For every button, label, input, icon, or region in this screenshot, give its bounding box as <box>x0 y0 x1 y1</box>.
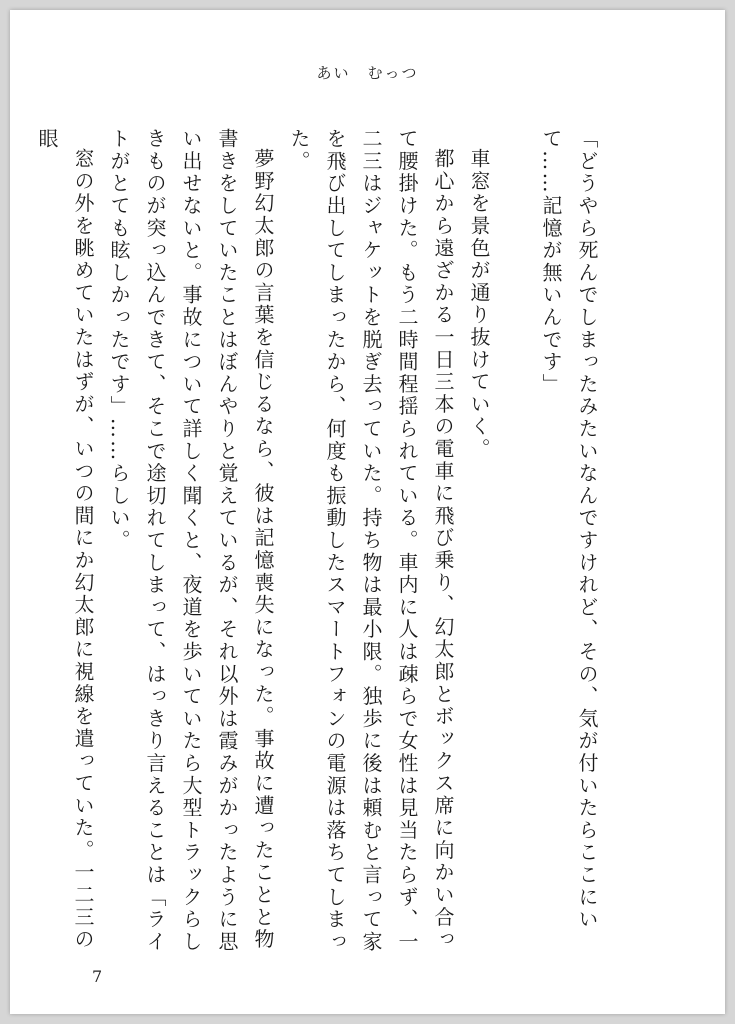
paragraph-2: 都心から遠ざかる一日三本の電車に飛び乗り、幻太郎とボックス席に向かい合って腰掛けた。もう二時間程揺られている。車内に人は疎らで女性は見当たらず、一二三はジャケットを脱ぎ去っていた。持ち物は最小限。独歩に後は頼むと言って家を飛び出してしまったから、何度も振動したスマートフォンの電源は落ちてしまった。 <box>287 128 455 954</box>
paragraph-1: 車窓を景色が通り抜けていく。 <box>467 148 491 461</box>
paragraph-3: 夢野幻太郎の言葉を信じるなら、彼は記憶喪失になった。事故に遭ったことと物書きをしていたことはぼんやりと覚えているが、それ以外は霞みがかったように思い出せないと。事故について詳しく聞くと、夜道を歩いていたら大型トラックらしきものが突っ込んできて、そこで途切れてしまって、はっきり言えることは「ライトがとても眩しかったです」……らしい。 <box>107 128 275 954</box>
book-page <box>10 10 725 1014</box>
paragraph-dialogue: 「どうやら死んでしまったみたいなんですけれど、その、気が付いたらここにいて……記憶が無いんです」 <box>539 128 599 931</box>
paragraph-blank-1 <box>497 128 533 958</box>
running-header: あい むっつ <box>316 64 419 82</box>
vertical-text-body <box>29 128 605 958</box>
paragraph-4: 窓の外を眺めていたはずが、いつの間にか幻太郎に視線を遣っていた。一二三の眼 <box>35 128 95 951</box>
page-number: 7 <box>92 967 103 986</box>
